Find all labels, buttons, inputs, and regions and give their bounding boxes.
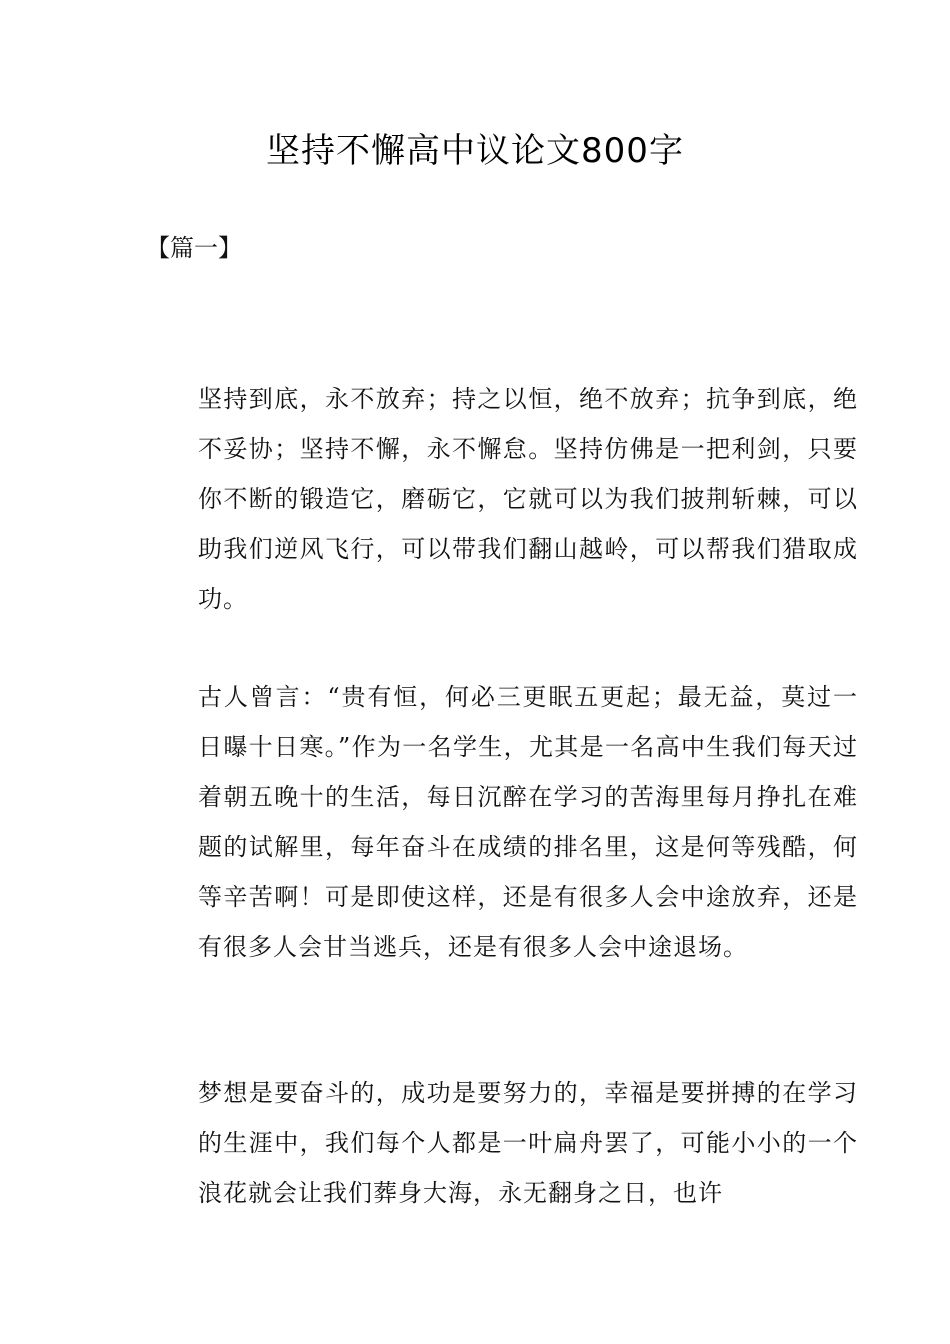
page-title: 坚持不懈高中议论文800字 — [266, 131, 684, 171]
paragraph-1: 坚持到底，永不放弃；持之以恒，绝不放弃；抗争到底，绝不妥协；坚持不懈，永不懈怠。坚持仿佛是一把利剑，只要你不断的锻造它，磨砺它，它就可以为我们披荆斩棘，可以助我们逆风飞行，可以带我们翻山越岭，可以帮我们猎取成功。 — [198, 385, 858, 613]
paragraph-3: 梦想是要奋斗的，成功是要努力的，幸福是要拼搏的在学习的生涯中，我们每个人都是一叶扁舟罢了，可能小小的一个浪花就会让我们葬身大海，永无翻身之日，也许 — [198, 1079, 858, 1207]
paragraph-2: 古人曾言：“贵有恒，何必三更眠五更起；最无益，莫过一日曝十日寒。”作为一名学生，尤其是一名高中生我们每天过着朝五晚十的生活，每日沉醉在学习的苦海里每月挣扎在难题的试解里，每年奋斗在成绩的排名里，这是何等残酷，何等辛苦啊！可是即使这样，还是有很多人会中途放弃，还是有很多人会甘当逃兵，还是有很多人会中途退场。 — [198, 683, 858, 961]
section-label: 【篇一】 — [146, 234, 242, 262]
